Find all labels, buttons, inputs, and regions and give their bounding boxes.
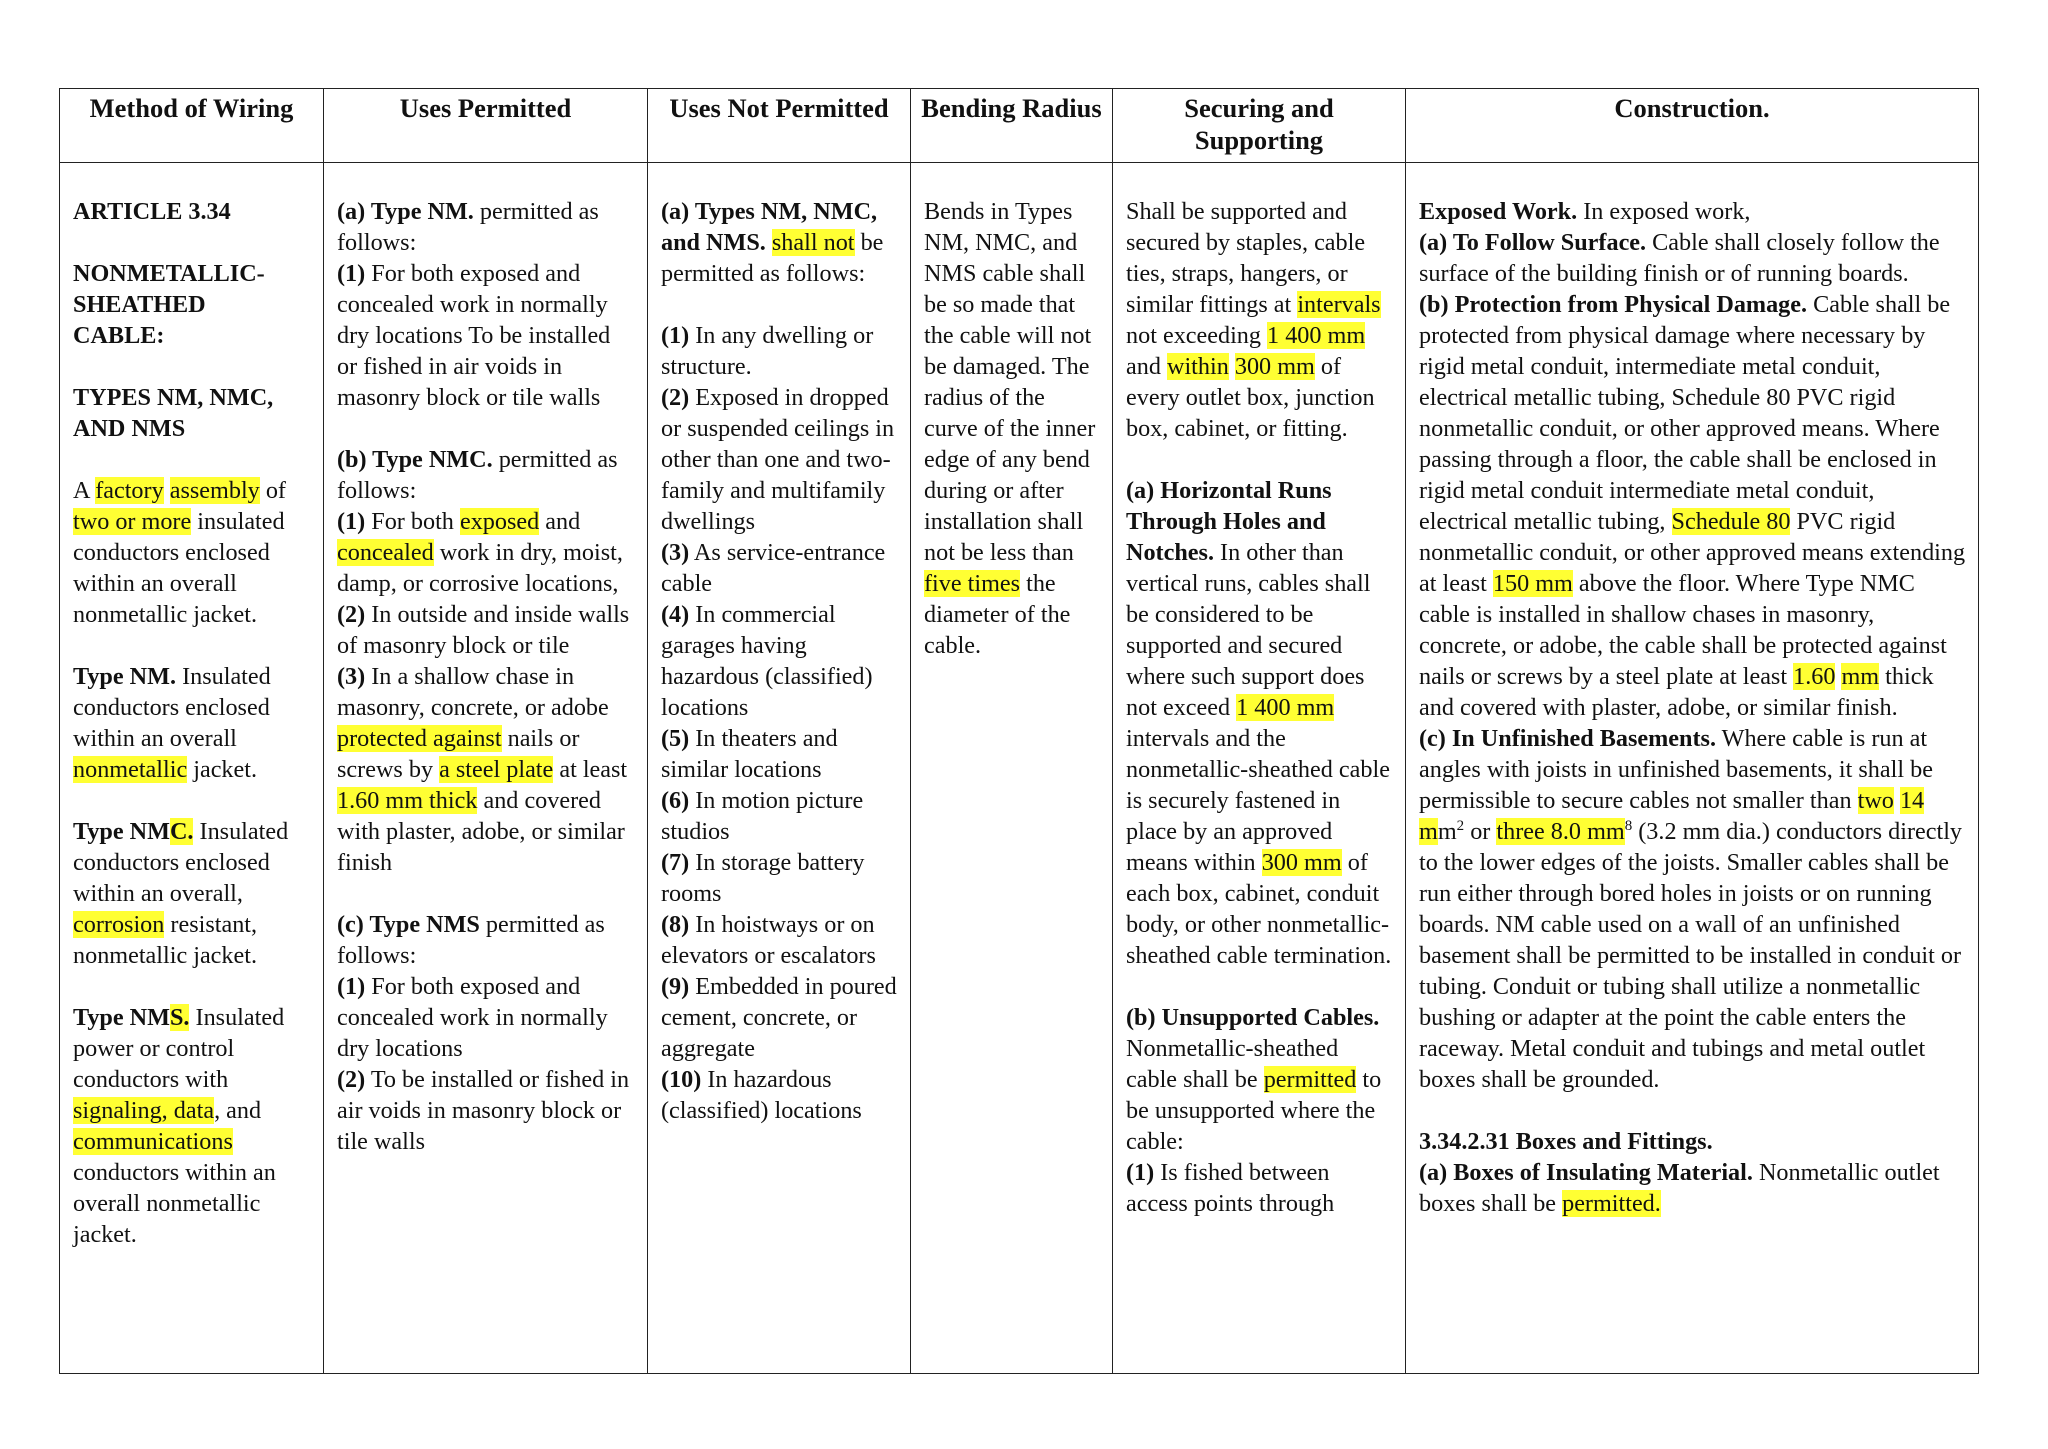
not-permitted-item: (3) As service-entrance cable: [661, 539, 886, 597]
types-line: TYPES NM, NMC,: [73, 384, 274, 411]
highlight: signaling, data: [73, 1097, 215, 1124]
cell-construction: [1406, 163, 1979, 1374]
definition-paragraph: A factory assembly of two or more insulated conductors enclosed within an overall nonmetallic jacket.: [73, 477, 286, 628]
highlight: 300 mm: [1234, 353, 1315, 380]
highlight: assembly: [169, 477, 260, 504]
highlight: 1 400 mm: [1267, 322, 1366, 349]
highlight: 14 m: [1419, 787, 1925, 845]
highlight: permitted.: [1562, 1190, 1661, 1217]
header-construction: Construction.: [1406, 89, 1979, 163]
highlight: 1.60 mm thick: [337, 787, 478, 814]
not-permitted-item: (8) In hoistways or on elevators or escalators: [661, 911, 876, 969]
header-uses-not-permitted: Uses Not Permitted: [648, 89, 911, 163]
not-permitted-item: (4) In commercial garages having hazardous (classified) locations: [661, 601, 873, 721]
highlight: concealed: [337, 539, 434, 566]
cell-method-of-wiring: [60, 163, 324, 1374]
highlight: nonmetallic: [73, 756, 188, 783]
not-permitted-item: (9) Embedded in poured cement, concrete, or aggregate: [661, 973, 897, 1062]
highlight: intervals: [1297, 291, 1381, 318]
highlight: 1.60: [1793, 663, 1836, 690]
cell-securing-supporting: [1113, 163, 1406, 1374]
type-nms-paragraph: Type NMS. Insulated power or control conductors with signaling, data, and communications conductors within an overall nonmetallic jacket.: [73, 1004, 285, 1248]
unsupported-cables-paragraph: (b) Unsupported Cables. Nonmetallic-sheathed cable shall be permitted to be unsupported where the cable:: [1126, 1004, 1382, 1155]
header-bending-radius: Bending Radius: [911, 89, 1113, 163]
section-heading: 3.34.2.31 Boxes and Fittings.: [1419, 1128, 1713, 1155]
unfinished-basements-paragraph: (c) In Unfinished Basements. Where cable is run at angles with joists in unfinished basements, it shall be permissible to secure cables not smaller than two 14 $mm^2$ or three 8.0 $mm^8$ (3.2 mm dia.) conductors directly to the lower edges of the joists. Smaller cables shall be run either through bored holes in joists or on running boards. NM cable used on a wall of an unfinished basement shall be permitted to be installed in conduit or tubing. Conduit or tubing shall utilize a nonmetallic bushing or adapter at the point the cable enters the raceway. Metal conduit and tubings and metal outlet boxes shall be grounded.: [1419, 725, 1963, 1093]
not-permitted-item: (7) In storage battery rooms: [661, 849, 865, 907]
highlight: three 8.0 mm: [1496, 818, 1625, 845]
highlight: Schedule 80: [1671, 508, 1791, 535]
permitted-item: (1) For both exposed and concealed work in dry, moist, damp, or corrosive locations,: [337, 508, 623, 597]
permitted-item: (1) For both exposed and concealed work in normally dry locations To be installed or fished in air voids in masonry block or tile walls: [337, 260, 611, 411]
highlight: shall not: [771, 229, 855, 256]
not-permitted-heading: (a) Types NM, NMC, and NMS. shall not be permitted as follows:: [661, 198, 884, 287]
types-line: AND NMS: [73, 415, 186, 442]
cell-bending-radius: [911, 163, 1113, 1374]
highlight: communications: [73, 1128, 233, 1155]
content-row: [60, 163, 1979, 1374]
not-permitted-item: (2) Exposed in dropped or suspended ceilings in other than one and two-family and multifamily dwellings: [661, 384, 895, 535]
type-nmc-paragraph: Type NMC. Insulated conductors enclosed within an overall, corrosion resistant, nonmetallic jacket.: [73, 818, 289, 969]
boxes-insulating-paragraph: (a) Boxes of Insulating Material. Nonmetallic outlet boxes shall be permitted.: [1419, 1159, 1940, 1217]
physical-damage-paragraph: (b) Protection from Physical Damage. Cable shall be protected from physical damage where necessary by rigid metal conduit, intermediate metal conduit, electrical metallic tubing, Schedule 80 PVC rigid nonmetallic conduit, or other approved means. Where passing through a floor, the cable shall be enclosed in rigid metal conduit intermediate metal conduit, electrical metallic tubing, Schedule 80 PVC rigid nonmetallic conduit, or other approved means extending at least 150 mm above the floor. Where Type NMC cable is installed in shallow chases in masonry, concrete, or adobe, the cable shall be protected against nails or screws by a steel plate at least 1.60 mm thick and covered with plaster, adobe, or similar finish.: [1419, 291, 1966, 721]
permitted-item: (3) In a shallow chase in masonry, concrete, or adobe protected against nails or screws by a steel plate at least 1.60 mm thick and covered with plaster, adobe, or similar finish: [337, 663, 628, 876]
type-nms-permitted: (c) Type NMS permitted as follows:: [337, 911, 605, 969]
header-uses-permitted: Uses Permitted: [324, 89, 648, 163]
type-nm-paragraph: Type NM. Insulated conductors enclosed within an overall nonmetallic jacket.: [73, 663, 271, 783]
highlight: 1 400 mm: [1236, 694, 1335, 721]
highlight: S.: [169, 1004, 190, 1031]
cell-uses-not-permitted: [648, 163, 911, 1374]
article-number: ARTICLE 3.34: [73, 198, 231, 225]
wiring-methods-table: [59, 88, 1979, 1374]
highlight: 300 mm: [1261, 849, 1342, 876]
not-permitted-item: (1) In any dwelling or structure.: [661, 322, 874, 380]
highlight: exposed: [459, 508, 540, 535]
follow-surface-paragraph: (a) To Follow Surface. Cable shall closely follow the surface of the building finish or of running boards.: [1419, 229, 1940, 287]
highlight: two: [1857, 787, 1894, 814]
cell-uses-permitted: [324, 163, 648, 1374]
article-title-line: CABLE:: [73, 322, 165, 349]
highlight: C.: [169, 818, 194, 845]
horizontal-runs-paragraph: (a) Horizontal Runs Through Holes and Notches. In other than vertical runs, cables shall be considered to be supported and secured where such support does not exceed 1 400 mm intervals and the nonmetallic-sheathed cable is securely fastened in place by an approved means within 300 mm of each box, cabinet, conduit body, or other nonmetallic-sheathed cable termination.: [1126, 477, 1392, 969]
highlight: corrosion: [73, 911, 165, 938]
type-nmc-permitted: (b) Type NMC. permitted as follows:: [337, 446, 618, 504]
article-title-line: SHEATHED: [73, 291, 206, 318]
exposed-work-line: Exposed Work. In exposed work,: [1419, 198, 1751, 225]
highlight: within: [1166, 353, 1229, 380]
not-permitted-item: (10) In hazardous (classified) locations: [661, 1066, 862, 1124]
highlight: a steel plate: [439, 756, 554, 783]
header-method-of-wiring: Method of Wiring: [60, 89, 324, 163]
not-permitted-item: (5) In theaters and similar locations: [661, 725, 838, 783]
not-permitted-item: (6) In motion picture studios: [661, 787, 864, 845]
highlight: factory: [95, 477, 164, 504]
securing-paragraph: Shall be supported and secured by staples, cable ties, straps, hangers, or similar fittings at intervals not exceeding 1 400 mm and within 300 mm of every outlet box, junction box, cabinet, or fitting.: [1126, 198, 1381, 442]
permitted-item: (1) For both exposed and concealed work in normally dry locations: [337, 973, 608, 1062]
highlight: mm: [1841, 663, 1880, 690]
highlight: two or more: [73, 508, 192, 535]
header-securing-supporting: Securing and Supporting: [1113, 89, 1406, 163]
header-row: [60, 89, 1979, 163]
bending-radius-text: Bends in Types NM, NMC, and NMS cable shall be so made that the cable will not be damaged. The radius of the curve of the inner edge of any bend during or after installation shall not be less than five times the diameter of the cable.: [924, 198, 1096, 659]
highlight: protected against: [337, 725, 502, 752]
permitted-item: (2) In outside and inside walls of masonry block or tile: [337, 601, 630, 659]
highlight: permitted: [1263, 1066, 1357, 1093]
article-title-line: NONMETALLIC-: [73, 260, 265, 287]
type-nm-permitted: (a) Type NM. permitted as follows:: [337, 198, 599, 256]
permitted-item: (2) To be installed or fished in air voids in masonry block or tile walls: [337, 1066, 630, 1155]
highlight: five times: [924, 570, 1021, 597]
highlight: 150 mm: [1492, 570, 1573, 597]
unsupported-item: (1) Is fished between access points through: [1126, 1159, 1335, 1217]
